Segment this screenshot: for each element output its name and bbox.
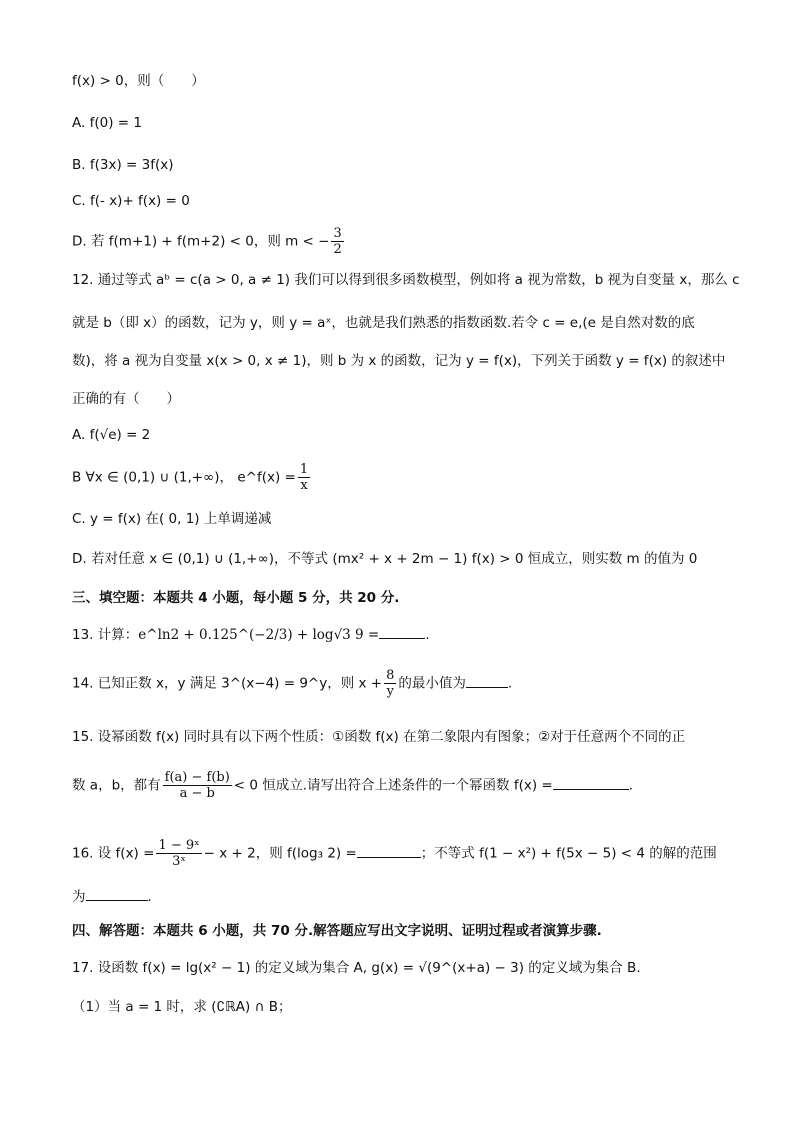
- q17-line-2: （1）当 a = 1 时，求 (∁ℝA) ∩ B；: [72, 999, 292, 1015]
- q12-option-b-fraction: [298, 462, 310, 493]
- q15-text-after: < 0 恒成立.请写出符合上述条件的一个幂函数 f(x) =: [233, 777, 553, 794]
- fraction-denominator: x: [300, 478, 308, 493]
- q11-option-d-text: D. 若 f(m+1) + f(m+2) < 0，则 m < −: [72, 233, 330, 250]
- q11-stem-tail: f(x) > 0，则（ ）: [72, 73, 205, 89]
- q16-line-1: [72, 838, 717, 869]
- q15-end: .: [628, 777, 634, 794]
- q16-end: .: [147, 889, 152, 905]
- q12-line-4: 正确的有（ ）: [72, 391, 180, 407]
- fraction-denominator: y: [386, 684, 394, 699]
- fraction-numerator: 3: [333, 226, 342, 241]
- q16-answer-blank-1[interactable]: [357, 845, 421, 858]
- q11-option-b: B. f(3x) = 3f(x): [72, 157, 174, 173]
- q16-text-mid: − x + 2，则 f(log₃ 2) =: [203, 845, 357, 862]
- fraction-denominator: 3ˣ: [172, 854, 186, 869]
- q13-end: .: [425, 627, 430, 643]
- q17-line-1: 17. 设函数 f(x) = lg(x² − 1) 的定义域为集合 A, g(x) = √(9^(x+a) − 3) 的定义域为集合 B.: [72, 960, 641, 976]
- q16-line-2-text: 为: [72, 889, 86, 905]
- q14-end: .: [507, 675, 513, 692]
- q16-text-mid-2: ；不等式 f(1 − x²) + f(5x − 5) < 4 的解的范围: [420, 845, 717, 862]
- q15-text: 数 a，b，都有: [72, 777, 161, 794]
- q12-option-b: [72, 462, 312, 493]
- q15-fraction: [163, 770, 232, 801]
- q11-option-d-fraction: [331, 226, 343, 257]
- q13: [72, 624, 430, 646]
- q13-label: 13. 计算：: [72, 627, 139, 643]
- fraction-numerator: 1: [299, 462, 309, 477]
- q11-option-c: C. f(- x)+ f(x) = 0: [72, 193, 190, 209]
- q12-option-d: D. 若对任意 x ∈ (0,1) ∪ (1,+∞)，不等式 (mx² + x + 2m − 1) f(x) > 0 恒成立，则实数 m 的值为 0: [72, 551, 698, 567]
- q14: [72, 668, 512, 699]
- q16-answer-blank-2[interactable]: [86, 888, 148, 901]
- fraction-numerator: 1 − 9ˣ: [158, 838, 200, 853]
- fraction-denominator: 2: [333, 242, 342, 257]
- q12-option-b-text: B ∀x ∈ (0,1) ∪ (1,+∞)， e^f(x) =: [72, 469, 296, 486]
- q16-text: 16. 设 f(x) =: [72, 845, 155, 862]
- section-4-heading: 四、解答题：本题共 6 小题，共 70 分.解答题应写出文字说明、证明过程或者演算步骤.: [72, 923, 602, 939]
- q15-answer-blank[interactable]: [553, 777, 629, 790]
- q11-option-d: [72, 226, 346, 257]
- q15-line-2: [72, 770, 633, 801]
- q12-option-c: C. y = f(x) 在( 0, 1) 上单调递减: [72, 511, 272, 527]
- q12-line-2: 就是 b（即 x）的函数，记为 y，则 y = aˣ，也就是我们熟悉的指数函数.若令 c = e,(e 是自然对数的底: [72, 315, 695, 331]
- q12-line-3: 数)，将 a 视为自变量 x(x > 0, x ≠ 1)，则 b 为 x 的函数，记为 y = f(x)，下列关于函数 y = f(x) 的叙述中: [72, 353, 726, 369]
- q14-text: 14. 已知正数 x，y 满足 3^(x−4) = 9^y，则 x +: [72, 675, 383, 692]
- q12-line-1: 12. 通过等式 aᵇ = c(a > 0, a ≠ 1) 我们可以得到很多函数模型，例如将 a 视为常数，b 视为自变量 x，那么 c: [72, 272, 740, 288]
- q14-fraction: [384, 668, 396, 699]
- q11-option-a: A. f(0) = 1: [72, 115, 142, 131]
- q12-option-a: A. f(√e) = 2: [72, 427, 151, 443]
- q14-answer-blank[interactable]: [466, 675, 508, 688]
- q13-answer-blank[interactable]: [379, 626, 425, 639]
- q14-text-after: 的最小值为: [398, 675, 466, 692]
- fraction-numerator: f(a) − f(b): [164, 770, 230, 785]
- fraction-numerator: 8: [386, 668, 395, 683]
- section-3-heading: 三、填空题：本题共 4 小题，每小题 5 分，共 20 分.: [72, 590, 400, 606]
- q15-line-1: 15. 设幂函数 f(x) 同时具有以下两个性质：①函数 f(x) 在第二象限内有图象；②对于任意两个不同的正: [72, 729, 686, 745]
- q16-line-2: [72, 886, 152, 908]
- fraction-denominator: a − b: [179, 786, 215, 801]
- q13-expression: e^ln2 + 0.125^(−2/3) + log√3 9 =: [138, 627, 380, 643]
- q16-fraction: [156, 838, 201, 869]
